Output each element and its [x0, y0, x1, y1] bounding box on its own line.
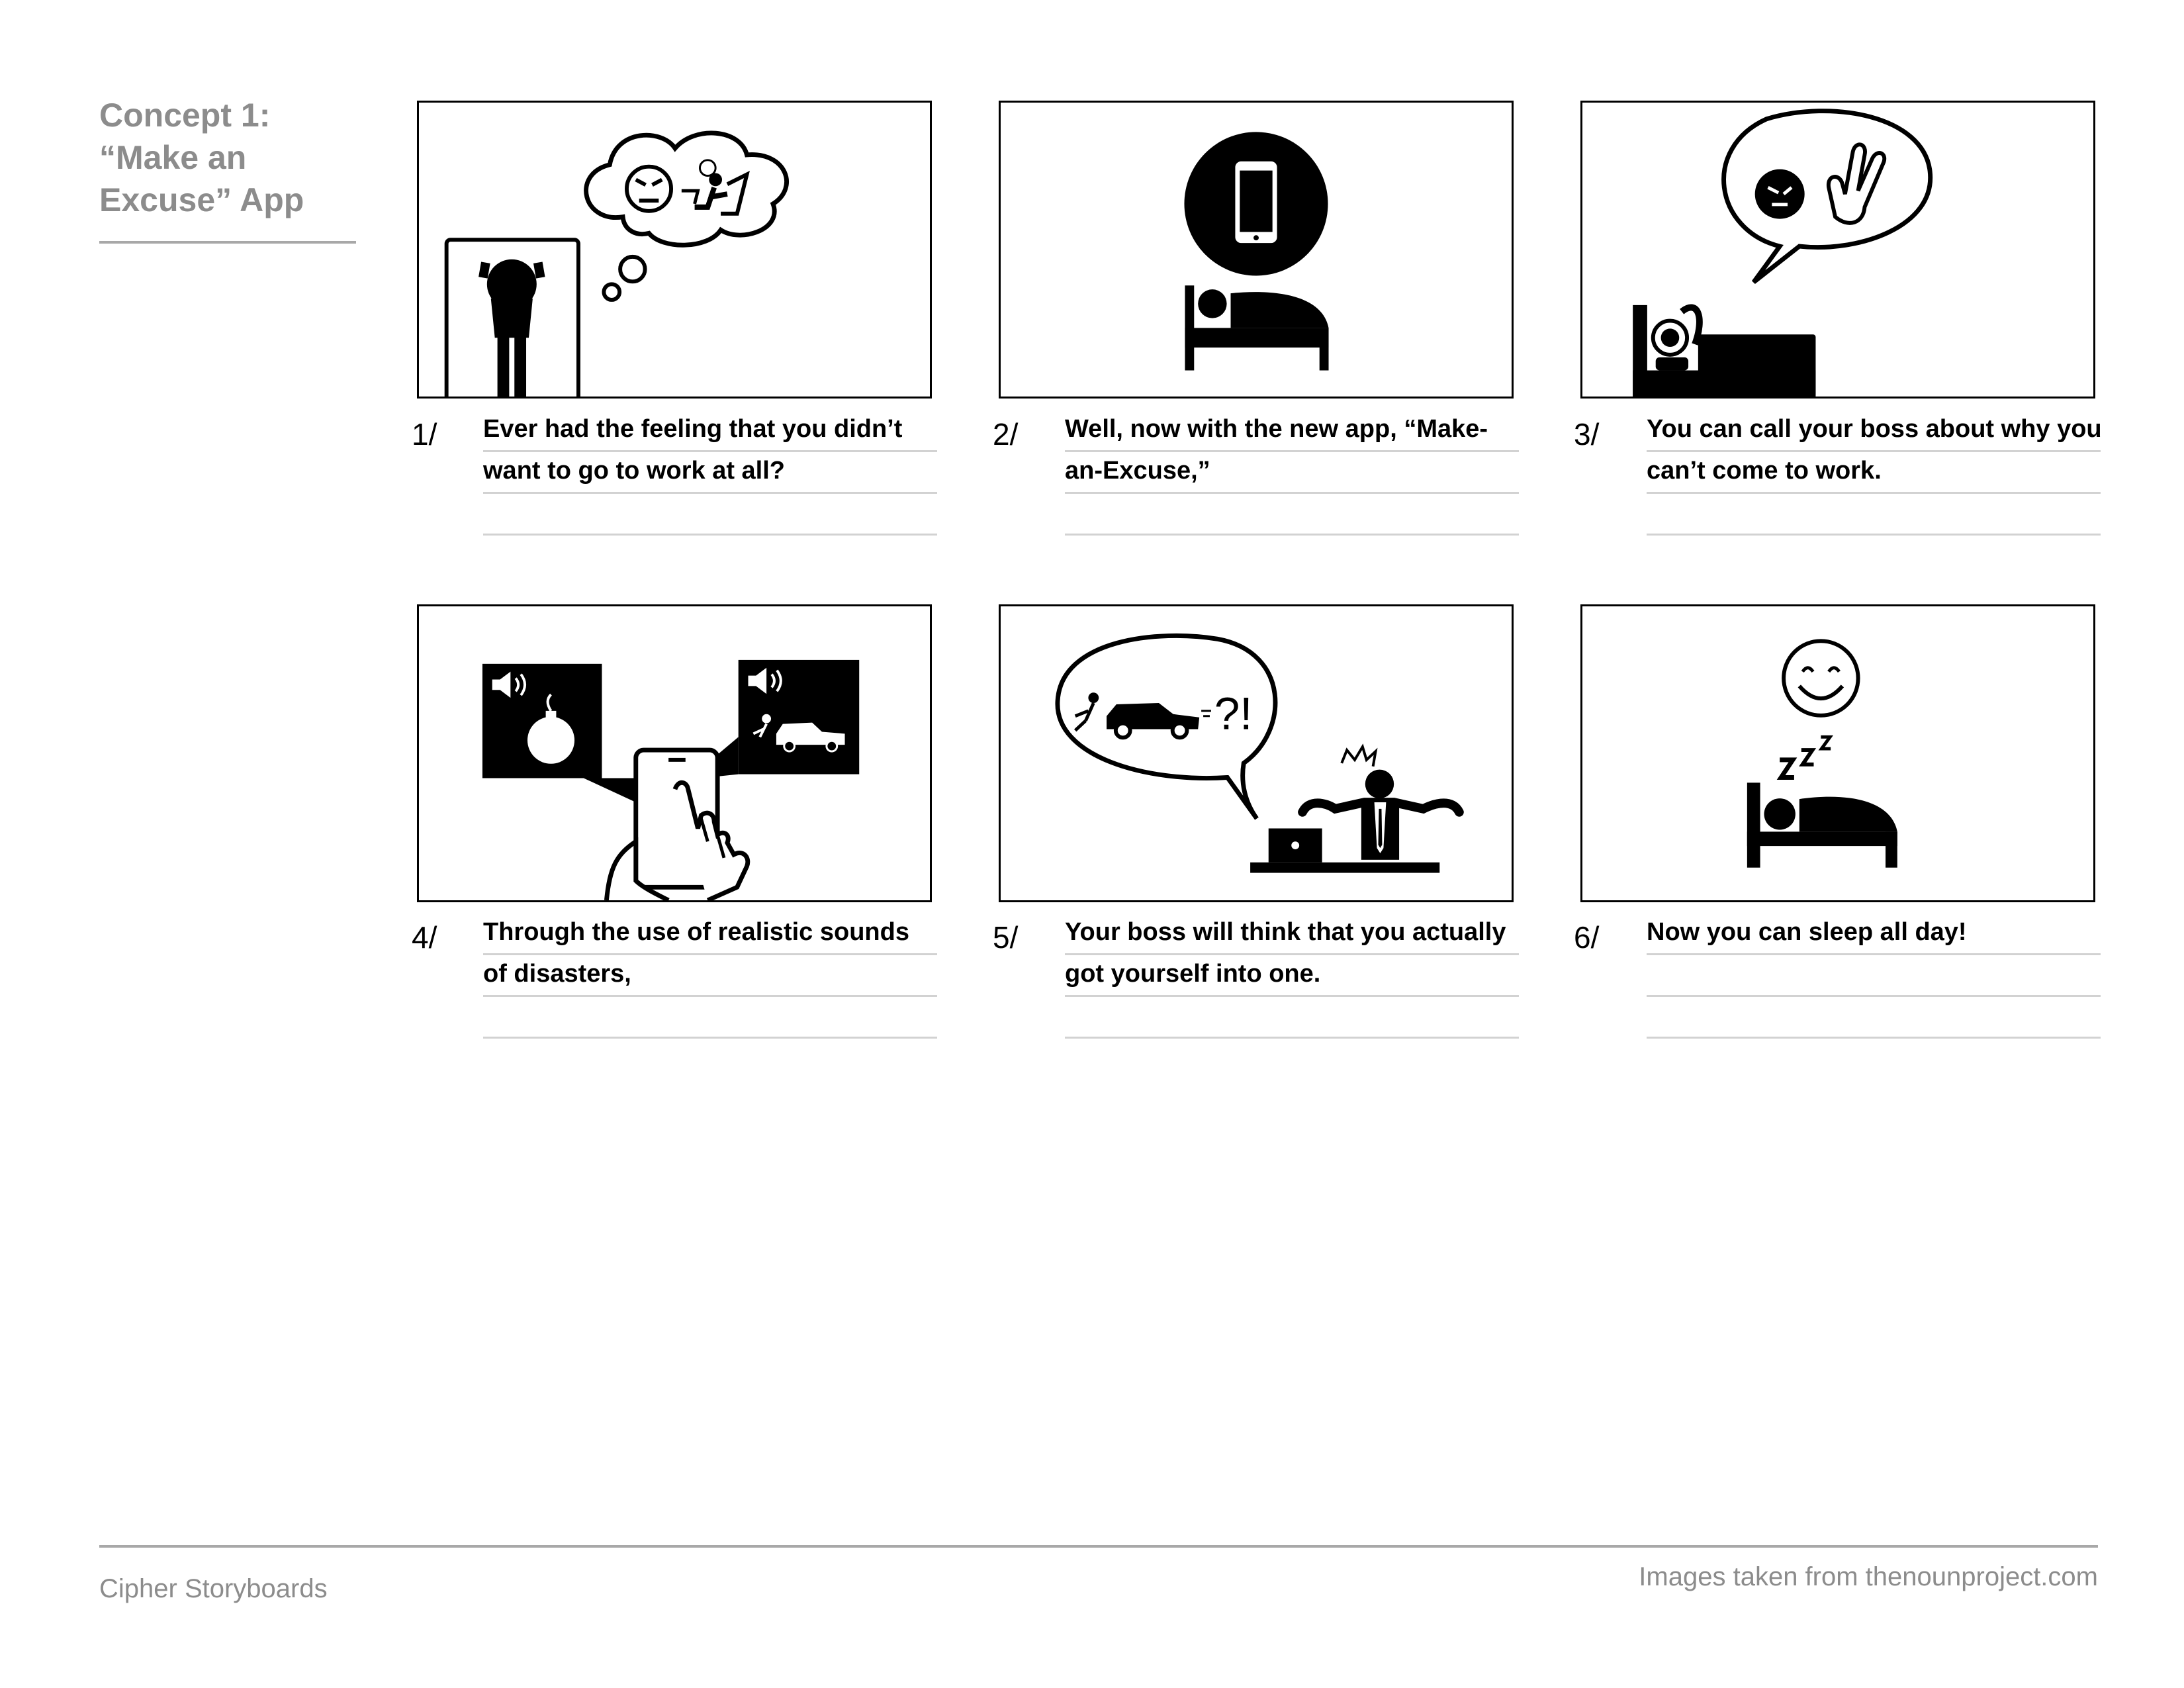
caption-line [1065, 997, 1519, 1039]
exasperated-boss-icon [1302, 747, 1459, 860]
bed-icon [1185, 285, 1328, 370]
caption-line [483, 997, 937, 1039]
panel-number: 6/ [1574, 920, 1600, 955]
panel-number: 5/ [993, 920, 1019, 955]
bed-icon [1747, 782, 1897, 867]
frustrated-person-door-icon [447, 240, 578, 397]
caption-line: got yourself into one. [1065, 955, 1519, 997]
bed-icon [1633, 305, 1815, 397]
panel-caption [1065, 914, 1519, 1039]
storyboard-panel-3 [1580, 101, 2095, 399]
caption-line: Through the use of realistic sounds [483, 914, 937, 955]
storyboard-panel-5 [999, 604, 1514, 902]
footer-credit-text: Images taken from thenounproject.com [1639, 1562, 2098, 1591]
bomb-panel [482, 664, 636, 802]
title-divider [99, 241, 356, 244]
caption-line [1065, 494, 1519, 536]
footer-left-text: Cipher Storyboards [99, 1574, 328, 1603]
smartphone-icon [1184, 132, 1328, 275]
caption-line [1647, 955, 2101, 997]
caption-line [1647, 997, 2101, 1039]
caption-line: Well, now with the new app, “Make- [1065, 410, 1519, 452]
storyboard-panel-1 [417, 101, 932, 399]
thought-bubble-icon [586, 133, 787, 300]
panel-caption [1065, 410, 1519, 536]
panel-number: 4/ [412, 920, 437, 955]
storyboard-panel-4 [417, 604, 932, 902]
storyboard-panel-6 [1580, 604, 2095, 902]
caption-line: an-Excuse,” [1065, 452, 1519, 494]
caption-line: You can call your boss about why you [1647, 410, 2101, 452]
desk [1250, 863, 1439, 873]
exclaim-text: ?! [1214, 687, 1253, 739]
caption-line [1647, 494, 2101, 536]
page-title: Concept 1: “Make an Excuse” App [99, 97, 304, 218]
caption-line: can’t come to work. [1647, 452, 2101, 494]
footer-divider [99, 1545, 2098, 1548]
panel-caption [483, 410, 937, 536]
panel-number: 1/ [412, 417, 437, 451]
caption-line: of disasters, [483, 955, 937, 997]
panel-caption [1647, 410, 2101, 536]
panel-caption [483, 914, 937, 1039]
caption-line: Now you can sleep all day! [1647, 914, 2101, 955]
happy-face-icon [1784, 641, 1858, 715]
storyboard-panel-2 [999, 101, 1514, 399]
caption-line: Ever had the feeling that you didn’t [483, 410, 937, 452]
caption-line: Your boss will think that you actually [1065, 914, 1519, 955]
sneaky-face-icon [1755, 169, 1805, 219]
panel-number: 3/ [1574, 417, 1600, 451]
caption-line: want to go to work at all? [483, 452, 937, 494]
panel-caption [1647, 914, 2101, 1039]
caption-line [483, 494, 937, 536]
zzz-icon [1780, 737, 1831, 777]
speech-bubble-icon [1724, 111, 1931, 283]
panel-number: 2/ [993, 417, 1019, 451]
laptop-icon [1269, 828, 1322, 862]
